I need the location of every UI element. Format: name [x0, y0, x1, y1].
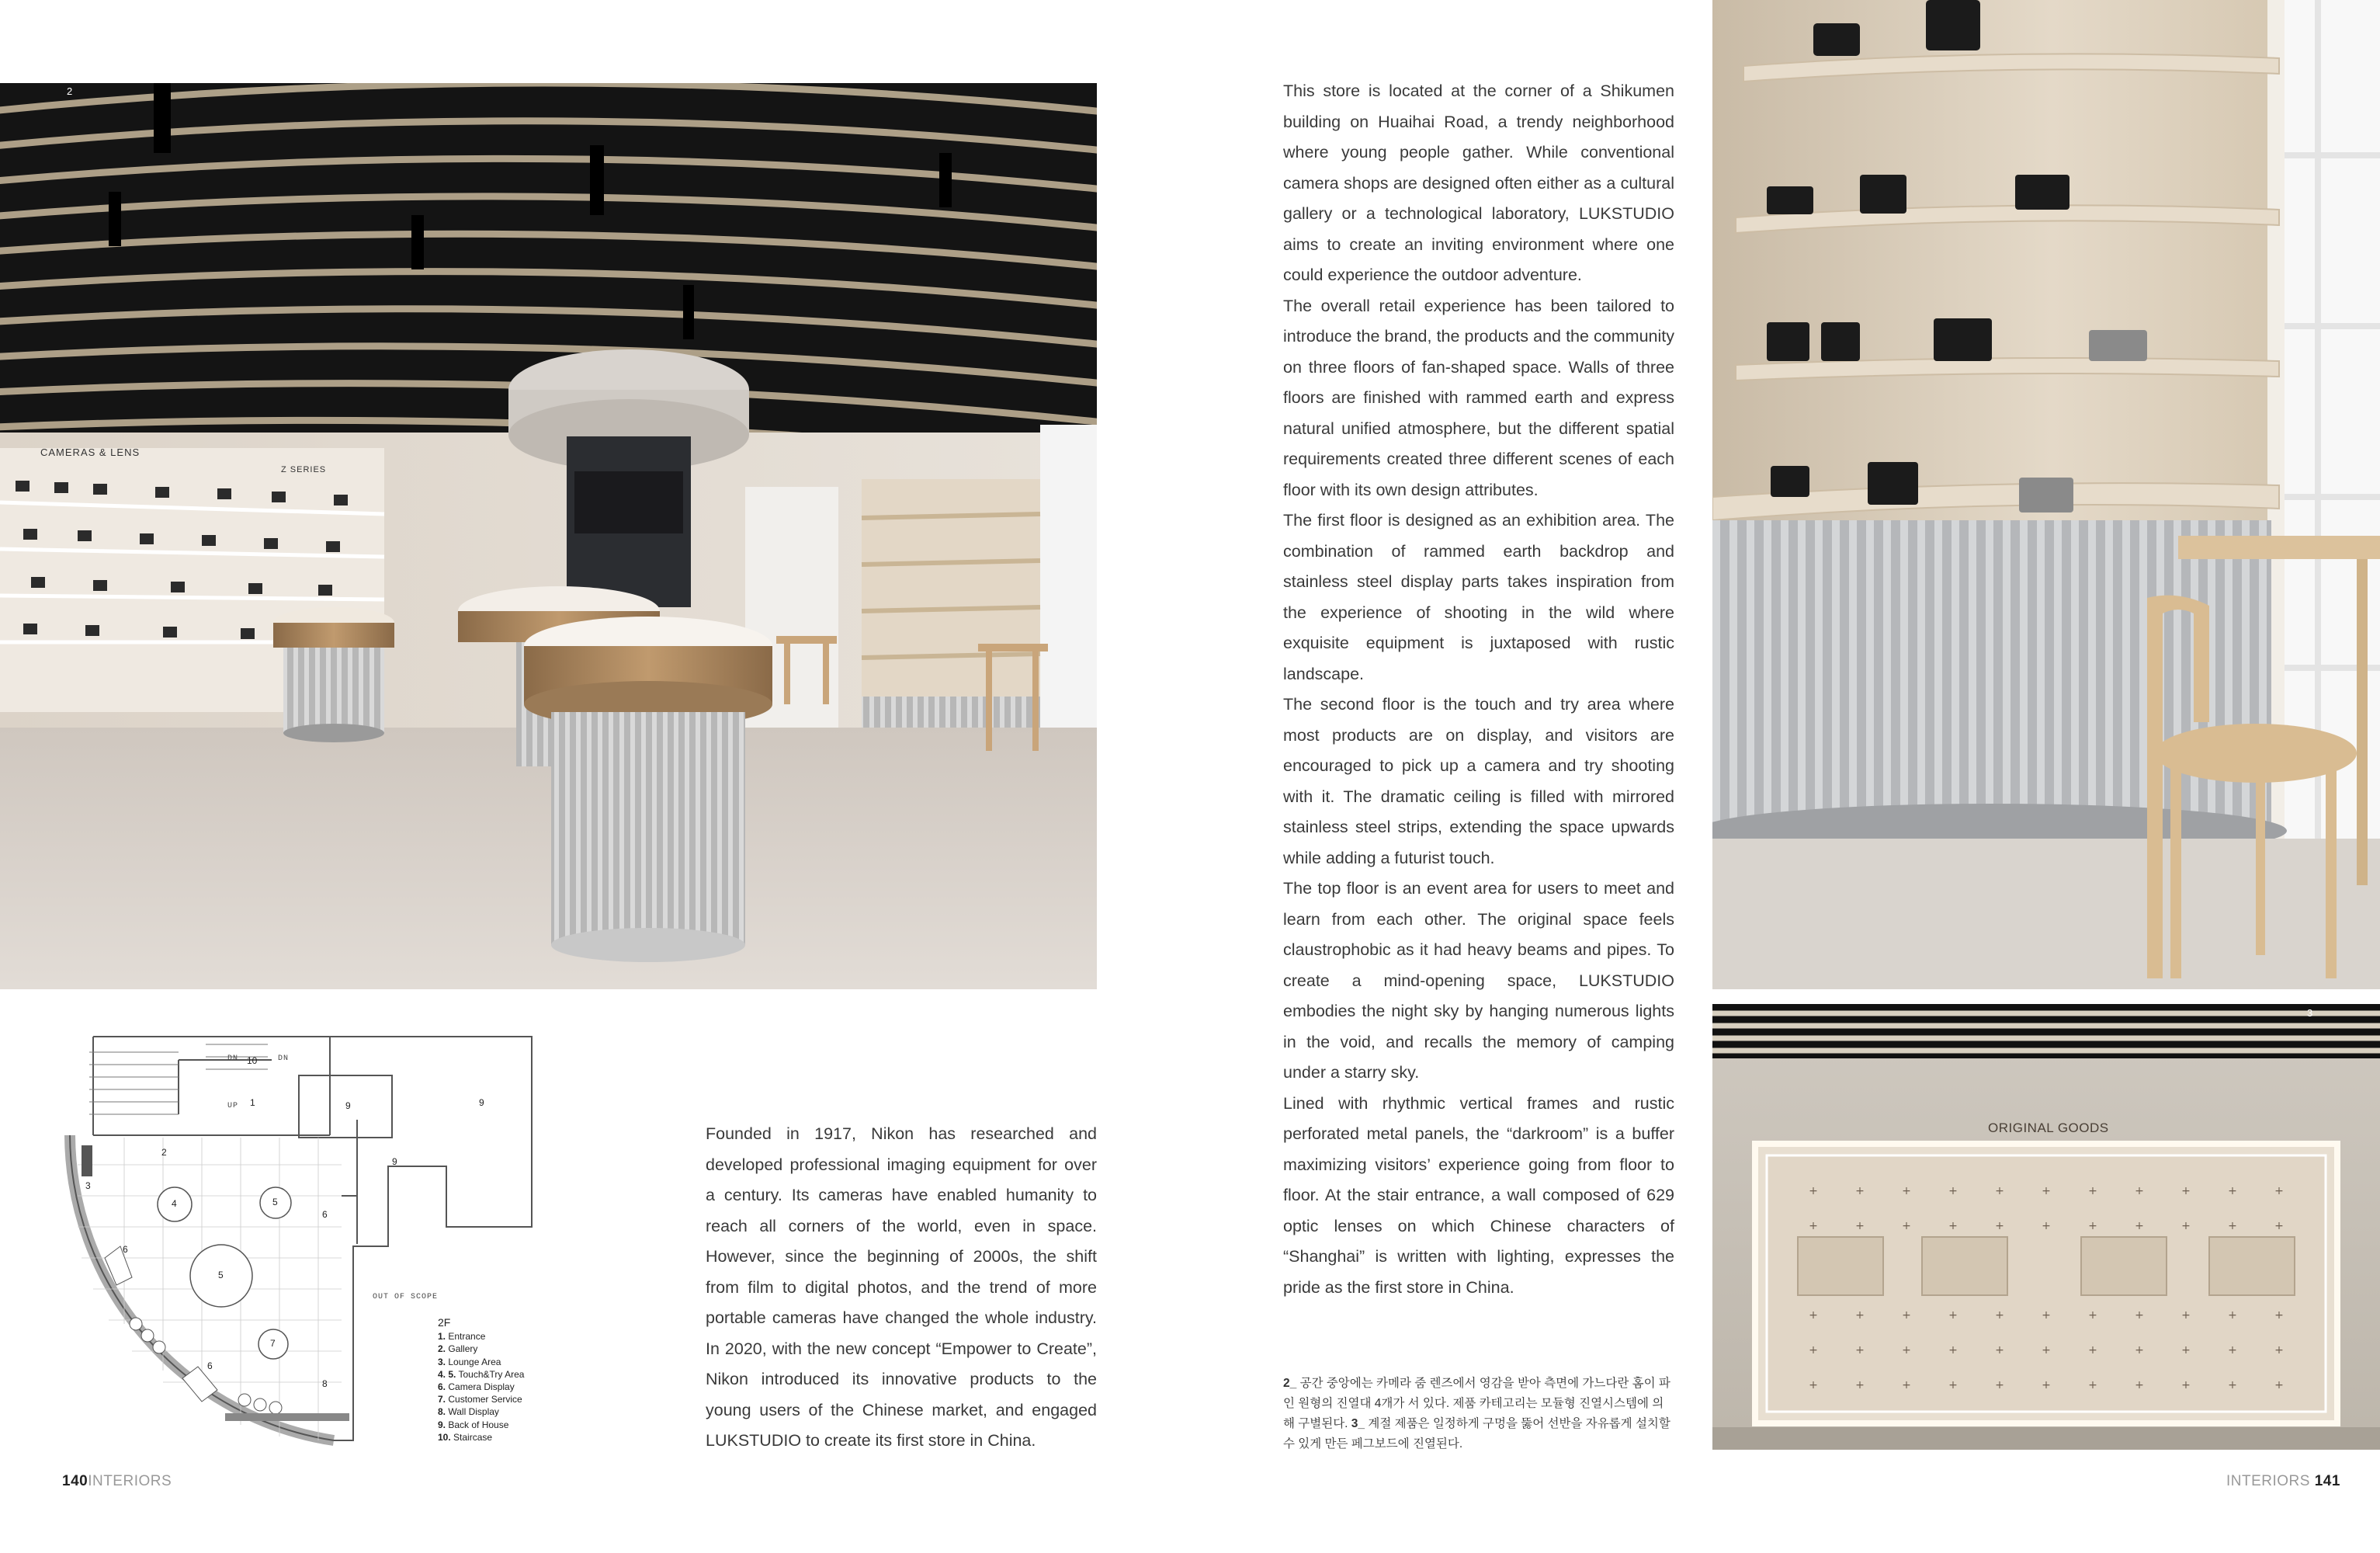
svg-text:+: + — [2274, 1309, 2284, 1322]
svg-text:+: + — [2088, 1344, 2097, 1357]
svg-text:+: + — [1809, 1185, 1818, 1197]
svg-text:+: + — [1855, 1344, 1865, 1357]
body-paragraph-4: The second floor is the touch and try area where most products are on display, and visitors are encouraged to pick up a camera and try shooting with it. The dramatic ceiling is filled with mirrored stainless steel strips, extending the space upwards while adding a futurist touch. — [1283, 695, 1674, 867]
svg-text:+: + — [1902, 1185, 1911, 1197]
svg-text:+: + — [1902, 1379, 1911, 1391]
svg-text:+: + — [1948, 1344, 1958, 1357]
legend-item: 1. Entrance — [438, 1331, 486, 1343]
plan-number-9b: 9 — [479, 1097, 484, 1108]
svg-text:+: + — [2088, 1220, 2097, 1232]
svg-text:+: + — [2181, 1220, 2191, 1232]
svg-text:+: + — [2274, 1185, 2284, 1197]
svg-text:+: + — [2181, 1344, 2191, 1357]
body-paragraph-5: The top floor is an event area for users to meet and learn from each other. The original space feels claustrophobic as it had heavy beams and pipes. To create a mind-opening space, LUKSTUDIO embodies the night sky by hanging numerous lights in the void, and recalls the memory of camping under a starry sky. — [1283, 879, 1674, 1082]
body-paragraph-3: The first floor is designed as an exhibition area. The combination of rammed earth backdrop and stainless steel display parts takes inspiration from the experience of shooting in the wild where exquisite equipment is juxtaposed with rustic landscape. — [1283, 511, 1674, 683]
svg-text:+: + — [2228, 1309, 2237, 1322]
svg-text:+: + — [2228, 1220, 2237, 1232]
svg-text:+: + — [1948, 1309, 1958, 1322]
right-page-number: 141 — [2314, 1473, 2340, 1489]
svg-text:+: + — [1902, 1220, 1911, 1232]
svg-text:+: + — [2135, 1220, 2144, 1232]
plan-number-6c: 6 — [207, 1360, 213, 1371]
svg-text:+: + — [1995, 1185, 2004, 1197]
svg-text:+: + — [2274, 1379, 2284, 1391]
svg-text:+: + — [2042, 1344, 2051, 1357]
plan-number-9c: 9 — [392, 1156, 397, 1167]
legend-item: 7. Customer Service — [438, 1394, 522, 1405]
plan-number-3: 3 — [85, 1180, 91, 1191]
left-page-number: 140 — [62, 1473, 88, 1489]
caption-text-3: 계절 제품은 일정하게 구멍을 뚫어 선반을 자유롭게 설치할 수 있게 만든 페그보드에 진열된다. — [1283, 1417, 1671, 1451]
caption-number-3: 3_ — [1351, 1417, 1365, 1430]
svg-text:+: + — [2088, 1379, 2097, 1391]
body-paragraph-6: Lined with rhythmic vertical frames and rustic perforated metal panels, the “darkroom” is a buffer maximizing visitors’ experience going from floor to floor. At the stair entrance, a wall composed of 629 optic lenses on which Chinese characters of “Shanghai” is written with lighting, expresses the pride as the first store in China. — [1283, 1093, 1674, 1297]
shelf-sign-cameras: CAMERAS & LENS — [40, 446, 141, 458]
svg-text:+: + — [1809, 1379, 1818, 1391]
plan-number-7: 7 — [270, 1338, 276, 1349]
left-page-folio — [62, 1473, 172, 1490]
svg-text:+: + — [1995, 1379, 2004, 1391]
svg-text:+: + — [2135, 1379, 2144, 1391]
plan-number-8: 8 — [322, 1378, 328, 1389]
intro-text-column — [706, 1119, 1097, 1457]
plan-up-label: UP — [227, 1102, 239, 1110]
svg-text:+: + — [2228, 1185, 2237, 1197]
plan-number-6a: 6 — [322, 1209, 328, 1220]
legend-item: 9. Back of House — [438, 1419, 509, 1430]
plan-number-5a: 5 — [272, 1197, 278, 1207]
svg-text:+: + — [1948, 1379, 1958, 1391]
svg-text:+: + — [2181, 1185, 2191, 1197]
svg-text:+: + — [2042, 1220, 2051, 1232]
plan-dn-label-1: DN — [227, 1054, 239, 1063]
svg-text:+: + — [1948, 1185, 1958, 1197]
legend-item: 6. Camera Display — [438, 1381, 515, 1393]
plan-number-1: 1 — [250, 1097, 255, 1108]
svg-text:+: + — [1902, 1309, 1911, 1322]
svg-text:+: + — [1995, 1220, 2004, 1232]
svg-text:+: + — [1809, 1344, 1818, 1357]
svg-text:+: + — [1995, 1344, 2004, 1357]
svg-text:+: + — [2042, 1309, 2051, 1322]
svg-text:+: + — [2135, 1185, 2144, 1197]
svg-text:+: + — [2135, 1344, 2144, 1357]
original-goods-wall-photo — [1712, 1004, 2380, 1450]
svg-text:+: + — [2274, 1344, 2284, 1357]
legend-item: 8. Wall Display — [438, 1406, 499, 1418]
legend-item: 4. 5. Touch&Try Area — [438, 1368, 525, 1380]
caption-text-2: 공간 중앙에는 카메라 줌 렌즈에서 영감을 받아 측면에 가느다란 홈이 파인 원형의 진열대 4개가 서 있다. 제품 카테고리는 모듈형 진열시스템에 의해 구별된다. — [1283, 1377, 1671, 1430]
shelf-sign-z-series: Z SERIES — [281, 465, 327, 474]
figure-number-3: 3 — [2307, 1007, 2313, 1019]
plan-out-of-scope: OUT OF SCOPE — [373, 1293, 439, 1301]
right-folio-label: INTERIORS — [2226, 1473, 2310, 1489]
main-text-column — [1283, 76, 1674, 1303]
right-page-folio — [2226, 1473, 2340, 1490]
body-paragraph-1: This store is located at the corner of a Shikumen building on Huaihai Road, a trendy neighborhood where young people gather. While conventional camera shops are designed often either as a cultural gallery or a technological laboratory, LUKSTUDIO aims to create an inviting environment where one could experience the outdoor adventure. — [1283, 82, 1674, 284]
body-paragraph-2: The overall retail experience has been tailored to introduce the brand, the products and the community on three floors of fan-shaped space. Walls of three floors are finished with rammed earth and express natural unified atmosphere, but the different spatial requirements created three different scenes of each floor with its own design attributes. — [1283, 296, 1674, 499]
store-interior-photo — [0, 83, 1097, 989]
svg-text:+: + — [2088, 1185, 2097, 1197]
svg-text:+: + — [2274, 1220, 2284, 1232]
svg-text:+: + — [1948, 1220, 1958, 1232]
plan-number-4: 4 — [172, 1198, 177, 1209]
figure-number-2: 2 — [67, 85, 73, 97]
figure-caption — [1283, 1374, 1674, 1454]
plan-number-10: 10 — [247, 1055, 258, 1066]
svg-text:+: + — [1902, 1344, 1911, 1357]
plan-dn-label-2: DN — [278, 1054, 290, 1063]
svg-text:+: + — [1855, 1309, 1865, 1322]
floor-plan-legend — [438, 1316, 562, 1444]
plan-number-2: 2 — [161, 1147, 167, 1158]
svg-text:+: + — [2088, 1309, 2097, 1322]
left-folio-label: INTERIORS — [88, 1473, 172, 1489]
svg-text:+: + — [1855, 1220, 1865, 1232]
original-goods-sign: ORIGINAL GOODS — [1988, 1120, 2109, 1135]
svg-text:+: + — [2228, 1344, 2237, 1357]
svg-text:+: + — [1809, 1220, 1818, 1232]
svg-text:+: + — [2228, 1379, 2237, 1391]
intro-paragraph: Founded in 1917, Nikon has researched and developed professional imaging equipment for over a century. Its cameras have enabled humanity to reach all corners of the world, even in space. However, since the beginning of 2000s, the shift from film to digital photos, and the trend of more portable cameras have changed the whole industry. In 2020, with the new concept “Empower to Create”, Nikon introduced its innovative products to the young users of the Chinese market, and engaged LUKSTUDIO to create its first store in China. — [706, 1124, 1097, 1450]
svg-text:+: + — [1855, 1379, 1865, 1391]
svg-text:+: + — [2181, 1379, 2191, 1391]
legend-item: 2. Gallery — [438, 1343, 478, 1355]
legend-item: 3. Lounge Area — [438, 1356, 501, 1367]
caption-number-2: 2_ — [1283, 1377, 1297, 1390]
plan-number-9a: 9 — [345, 1100, 351, 1111]
svg-text:+: + — [2042, 1379, 2051, 1391]
plan-number-5b: 5 — [218, 1270, 224, 1280]
svg-text:+: + — [2181, 1309, 2191, 1322]
display-shelf-photo — [1712, 0, 2380, 989]
plan-number-6b: 6 — [123, 1244, 128, 1255]
svg-text:+: + — [2135, 1309, 2144, 1322]
legend-item: 10. Staircase — [438, 1431, 493, 1443]
svg-text:+: + — [2042, 1185, 2051, 1197]
svg-text:+: + — [1855, 1185, 1865, 1197]
floor-plan-title: 2F — [438, 1316, 451, 1329]
svg-text:+: + — [1995, 1309, 2004, 1322]
svg-text:+: + — [1809, 1309, 1818, 1322]
